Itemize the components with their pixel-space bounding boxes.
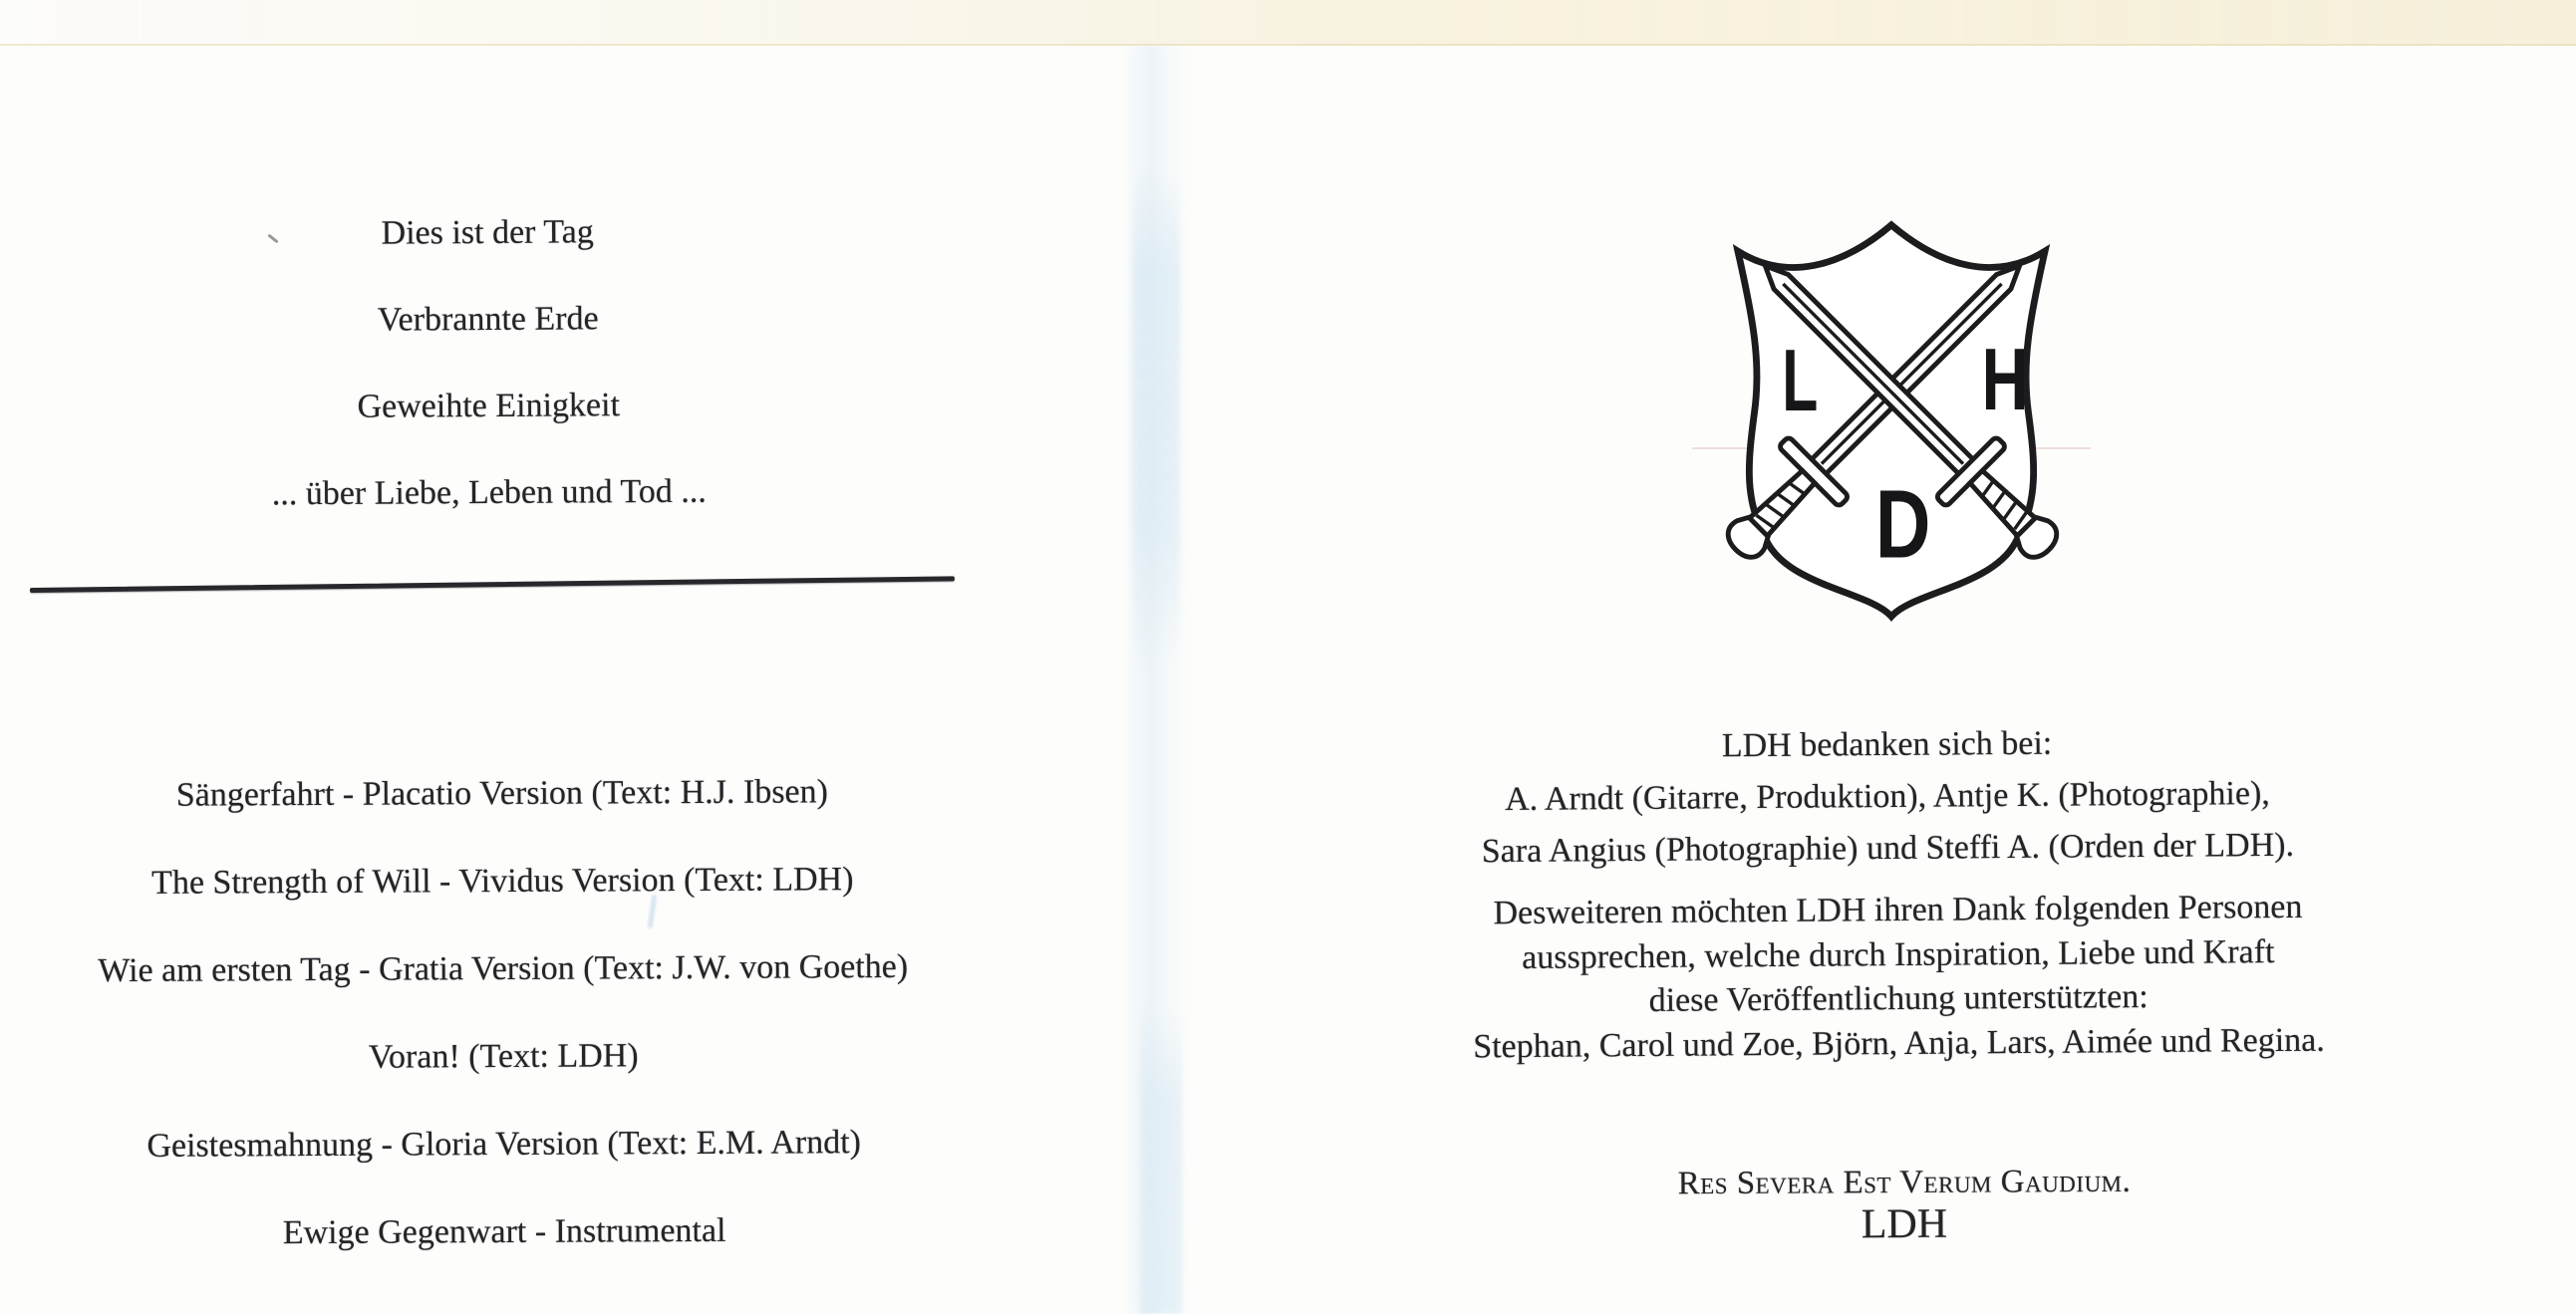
center-fold-crease-upper — [1132, 169, 1180, 667]
track-line: Ewige Gegenwart - Instrumental — [282, 1211, 726, 1252]
intro-line: Dies ist der Tag — [381, 213, 594, 252]
thanks-line: A. Arndt (Gitarre, Produktion), Antje K. (Photographie), — [1505, 774, 2270, 819]
emblem-letter-h: H — [1981, 331, 2029, 429]
intro-line: Verbrannte Erde — [377, 300, 599, 339]
track-line: The Strength of Will - Vividus Version (Text: LDH) — [151, 861, 854, 902]
divider-rule — [30, 576, 955, 593]
center-fold-crease-lower — [1140, 1006, 1182, 1314]
motto-text: Res Severa Est Verum Gaudium. — [1677, 1163, 2132, 1202]
track-list — [74, 748, 934, 1278]
thanks-block — [1438, 715, 2336, 878]
emblem-letter-d: D — [1874, 469, 1931, 579]
ldh-band-emblem — [1697, 205, 2086, 624]
paper-top-edge — [0, 0, 2576, 46]
dedication-line: Stephan, Carol und Zoe, Björn, Anja, Lars, Aimée und Regina. — [1473, 1021, 2325, 1065]
dedication-block — [1449, 885, 2347, 1069]
intro-title-block — [253, 188, 723, 538]
track-line: Sängerfahrt - Placatio Version (Text: H.J. Ibsen) — [175, 773, 829, 814]
crossed-swords-shield-icon — [1697, 205, 2086, 624]
dedication-line: aussprechen, welche durch Inspiration, Liebe und Kraft — [1522, 932, 2275, 976]
band-signature: LDH — [1860, 1200, 1948, 1248]
dedication-line: Desweiteren möchten LDH ihren Dank folgenden Personen — [1493, 888, 2303, 932]
track-line: Geistesmahnung - Gloria Version (Text: E.M. Arndt) — [146, 1124, 862, 1165]
intro-line: ... über Liebe, Leben und Tod ... — [271, 472, 707, 513]
track-line: Voran! (Text: LDH) — [368, 1037, 639, 1076]
thanks-line: LDH bedanken sich bei: — [1721, 724, 2053, 765]
dedication-line: diese Veröffentlichung unterstützten: — [1648, 978, 2148, 1019]
intro-line: Geweihte Einigkeit — [357, 387, 621, 425]
track-line: Wie am ersten Tag - Gratia Version (Text: J.W. von Goethe) — [98, 947, 909, 990]
emblem-letter-l: L — [1782, 332, 1819, 430]
thanks-line: Sara Angius (Photographie) und Steffi A. (Orden der LDH). — [1481, 826, 2295, 871]
